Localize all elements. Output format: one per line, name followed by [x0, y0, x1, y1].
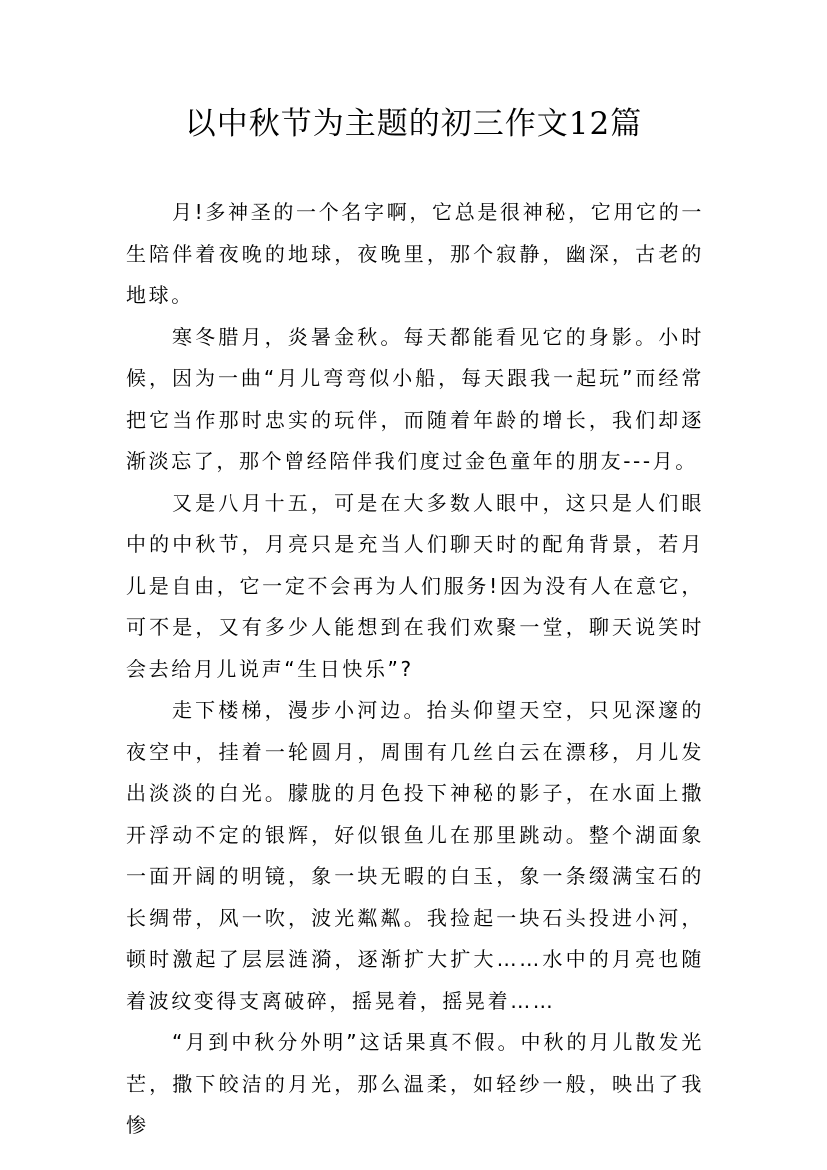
document-body — [126, 192, 704, 1147]
paragraph: 月!多神圣的一个名字啊，它总是很神秘，它用它的一生陪伴着夜晚的地球，夜晚里，那个寂静，幽深，古老的地球。 — [126, 200, 704, 307]
paragraph: 走下楼梯，漫步小河边。抬头仰望天空，只见深邃的夜空中，挂着一轮圆月，周围有几丝白云在漂移，月儿发出淡淡的白光。朦胧的月色投下神秘的影子，在水面上撒开浮动不定的银辉，好似银鱼儿在那里跳动。整个湖面象一面开阔的明镜，象一块无暇的白玉，象一条缀满宝石的长绸带，风一吹，波光粼粼。我捡起一块石头投进小河，顿时激起了层层涟漪，逐渐扩大扩大……水中的月亮也随着波纹变得支离破碎，摇晃着，摇晃着…… — [126, 698, 704, 1013]
paragraph: “月到中秋分外明”这话果真不假。中秋的月儿散发光芒，撒下皎洁的月光，那么温柔，如轻纱一般，映出了我惨 — [126, 1030, 704, 1137]
paragraph: 寒冬腊月，炎暑金秋。每天都能看见它的身影。小时候，因为一曲“月儿弯弯似小船，每天跟我一起玩”而经常把它当作那时忠实的玩伴，而随着年龄的增长，我们却逐渐淡忘了，那个曾经陪伴我们度过金色童年的朋友---月。 — [126, 324, 704, 473]
document-title: 以中秋节为主题的初三作文12篇 — [184, 106, 643, 142]
paragraph: 又是八月十五，可是在大多数人眼中，这只是人们眼中的中秋节，月亮只是充当人们聊天时的配角背景，若月儿是自由，它一定不会再为人们服务!因为没有人在意它，可不是，又有多少人能想到在我们欢聚一堂，聊天说笑时会去给月儿说声“生日快乐”? — [126, 490, 704, 681]
